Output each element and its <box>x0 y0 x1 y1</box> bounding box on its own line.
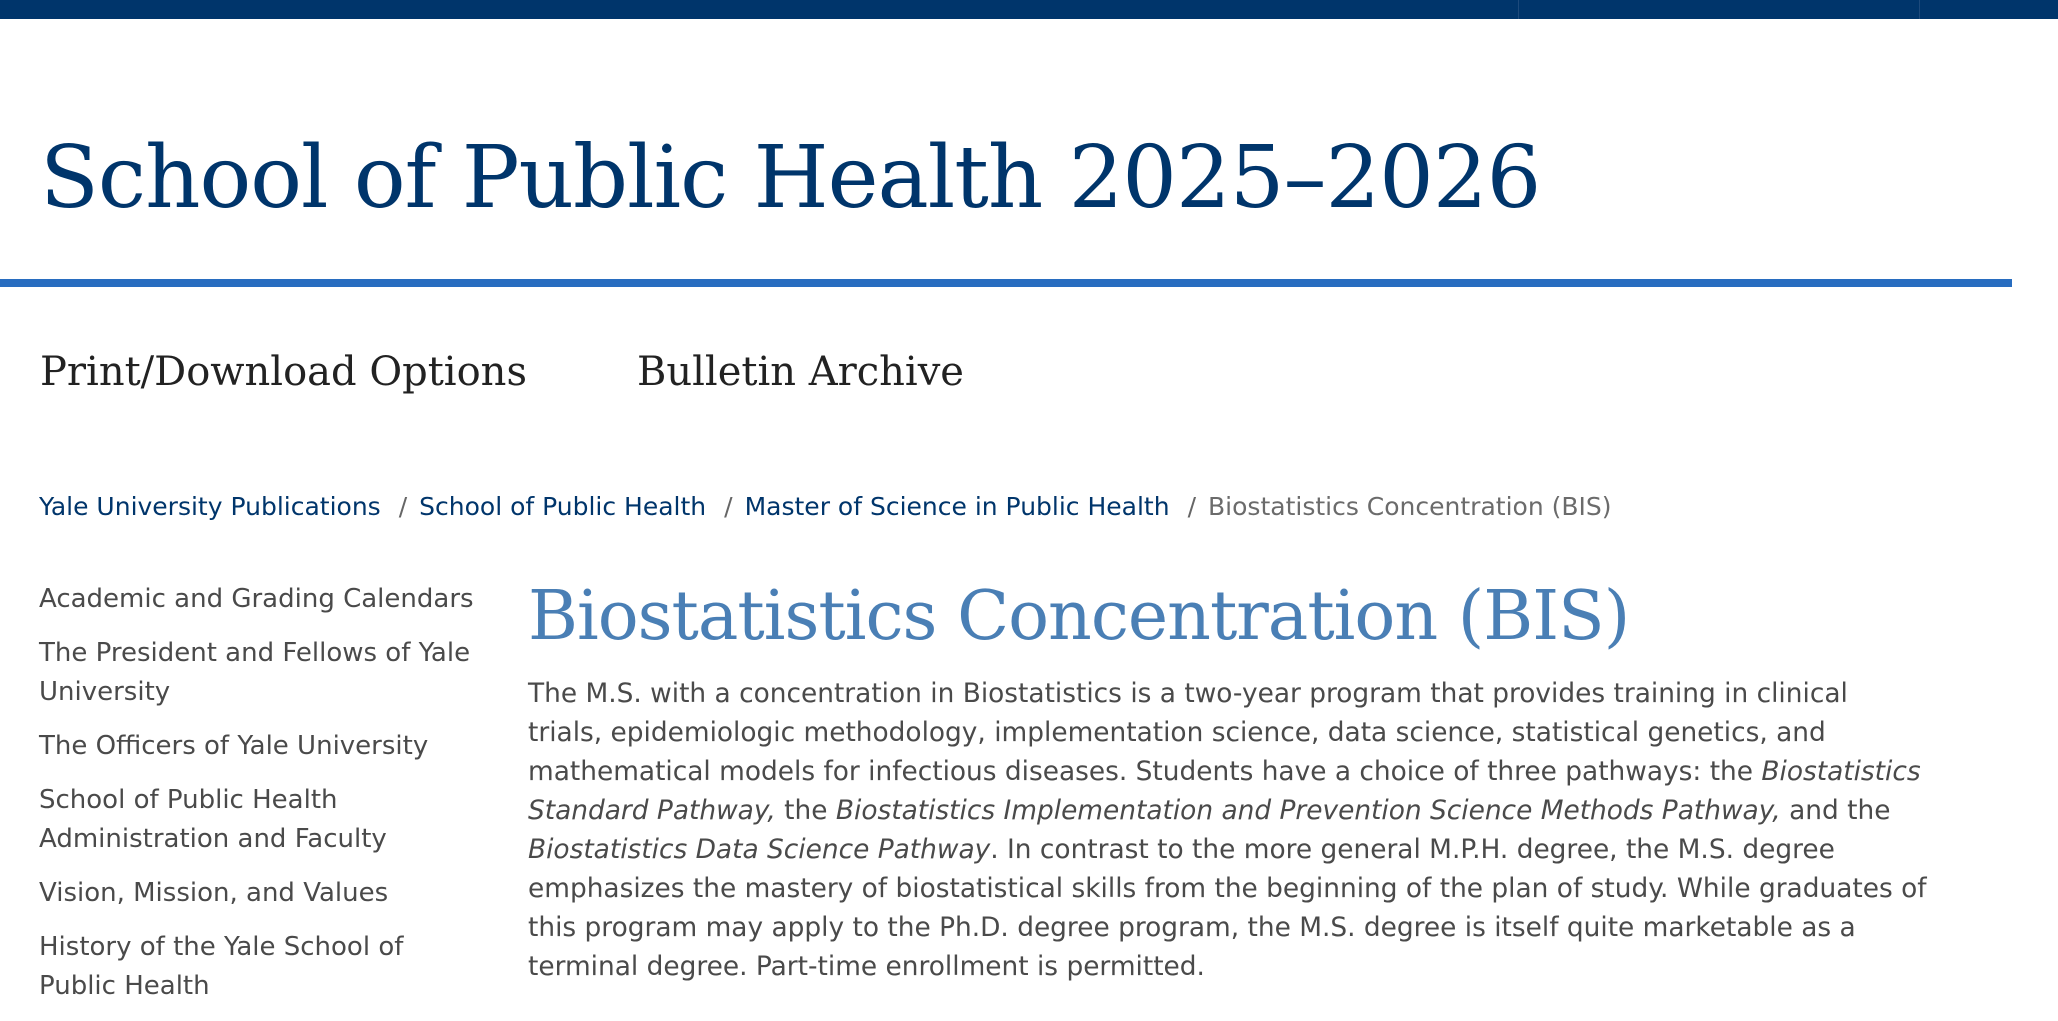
intro-text: . In contrast to the more general M.P.H. degree, the M.S. degree emphasizes the mastery of biostatistical skills from the beginning of the plan of study. While graduates of this program may apply to the Ph.D. degree program, the M.S. degree is itself quite marketable as a terminal degree. Part-time enrollment is permitted. <box>528 834 1927 982</box>
title-divider <box>0 279 2012 287</box>
breadcrumb-separator: / <box>1187 492 1197 521</box>
sidebar-item-vision-mission-values[interactable]: Vision, Mission, and Values <box>39 878 389 908</box>
print-download-options-link[interactable]: Print/Download Options <box>40 349 527 395</box>
breadcrumb-separator: / <box>398 492 408 521</box>
sidebar-item-president-and-fellows[interactable]: The President and Fellows of Yale University <box>39 638 471 707</box>
site-title[interactable]: School of Public Health 2025–2026 <box>40 128 1541 228</box>
bulletin-archive-link[interactable]: Bulletin Archive <box>636 349 964 395</box>
intro-text: and the <box>1780 795 1891 826</box>
sidebar-nav <box>39 580 479 1021</box>
sidebar-item <box>39 928 479 1006</box>
breadcrumb-separator: / <box>724 492 733 521</box>
top-banner-bar <box>0 0 2058 19</box>
breadcrumb-item-master-of-science[interactable]: Master of Science in Public Health <box>744 492 1170 521</box>
main-content <box>528 574 1928 986</box>
top-bar-divider <box>1518 0 1519 19</box>
sidebar-item <box>39 874 479 913</box>
sidebar-item-history[interactable]: History of the Yale School of Public Health <box>39 932 404 1001</box>
intro-pathway-standard: Biostatistics Standard Pathway, <box>528 756 1921 826</box>
intro-pathway-data-science: Biostatistics Data Science Pathway <box>528 834 991 865</box>
sidebar-item <box>39 634 479 712</box>
sidebar-item-officers[interactable]: The Officers of Yale University <box>39 731 429 761</box>
intro-text: The M.S. with a concentration in Biostatistics is a two-year program that provides training in clinical trials, epidemiologic methodology, implementation science, data science, statistical genetics, and mathematical models for infectious diseases. Students have a choice of three pathways: the <box>528 678 1848 787</box>
breadcrumb <box>39 490 1612 524</box>
breadcrumb-current: Biostatistics Concentration (BIS) <box>1208 492 1612 521</box>
page-title: Biostatistics Concentration (BIS) <box>528 577 1630 656</box>
utility-nav <box>40 344 964 400</box>
top-bar-divider <box>1919 0 1920 19</box>
sidebar-item-administration-and-faculty[interactable]: School of Public Health Administration and Faculty <box>39 785 387 854</box>
intro-paragraph <box>528 674 1928 986</box>
sidebar-item <box>39 580 479 619</box>
sidebar-item-academic-calendars[interactable]: Academic and Grading Calendars <box>39 584 474 614</box>
breadcrumb-item-school-of-public-health[interactable]: School of Public Health <box>419 492 707 521</box>
sidebar-item <box>39 781 479 859</box>
breadcrumb-item-yale-university-publications[interactable]: Yale University Publications <box>39 492 381 521</box>
intro-pathway-implementation: Biostatistics Implementation and Prevention Science Methods Pathway, <box>835 795 1781 826</box>
intro-text: the <box>775 795 836 826</box>
sidebar-item <box>39 727 479 766</box>
